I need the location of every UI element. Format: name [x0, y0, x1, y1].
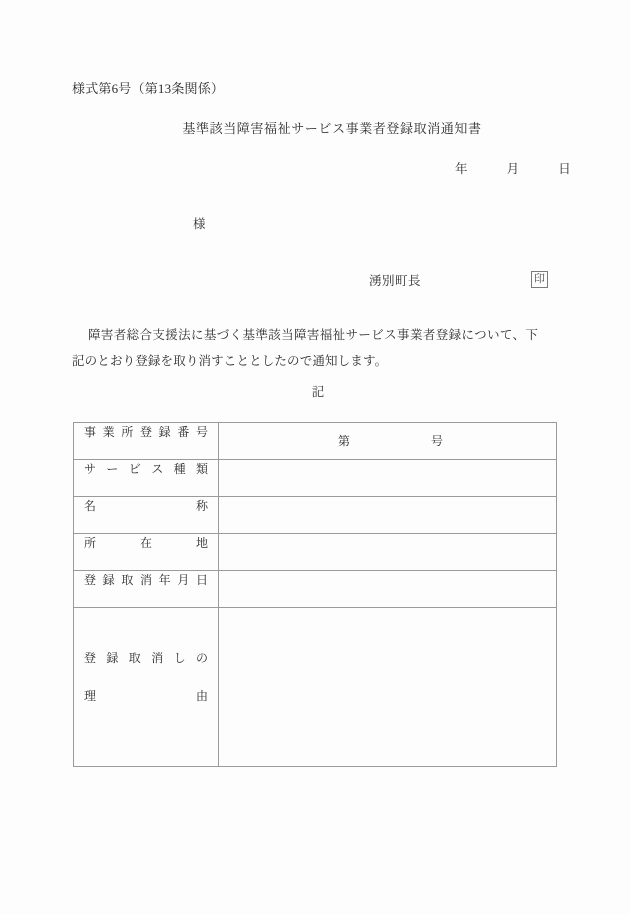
seal-stamp-icon: 印 [531, 271, 548, 288]
row-value-address[interactable] [219, 534, 557, 571]
document-title: 基準該当障害福祉サービス事業者登録取消通知書 [182, 121, 482, 136]
addressee-suffix: 様 [193, 217, 206, 231]
issuer-row [369, 271, 559, 293]
row-label-cancellation-reason: 登録取消しの 理由 [74, 608, 219, 767]
row-label-address: 所在地 [74, 534, 219, 571]
table-row [74, 608, 557, 767]
row-label-service-type: サービス種類 [74, 460, 219, 497]
row-value-cancellation-date[interactable] [219, 571, 557, 608]
row-label-name: 名称 [74, 497, 219, 534]
row-label-cancellation-date: 登録取消年月日 [74, 571, 219, 608]
table-row [74, 571, 557, 608]
ki-marker: 記 [311, 385, 325, 399]
date-line: 年 月 日 [455, 162, 572, 176]
row-value-name[interactable] [219, 497, 557, 534]
registration-number-placeholder: 第 号 [338, 434, 444, 448]
row-value-registration-number[interactable] [219, 423, 557, 460]
form-number: 様式第6号（第13条関係） [72, 81, 225, 96]
row-label-registration-number: 事業所登録番号 [74, 423, 219, 460]
table-row [74, 534, 557, 571]
row-value-cancellation-reason[interactable] [219, 608, 557, 767]
table-row [74, 460, 557, 497]
table-row [74, 497, 557, 534]
details-table [73, 422, 557, 767]
body-paragraph: 障害者総合支援法に基づく基準該当障害福祉サービス事業者登録について、下記のとおり登録を取り消すこととしたので通知します。 [72, 328, 538, 368]
table-row [74, 423, 557, 460]
issuer-name: 湧別町長 [369, 274, 422, 288]
row-value-service-type[interactable] [219, 460, 557, 497]
